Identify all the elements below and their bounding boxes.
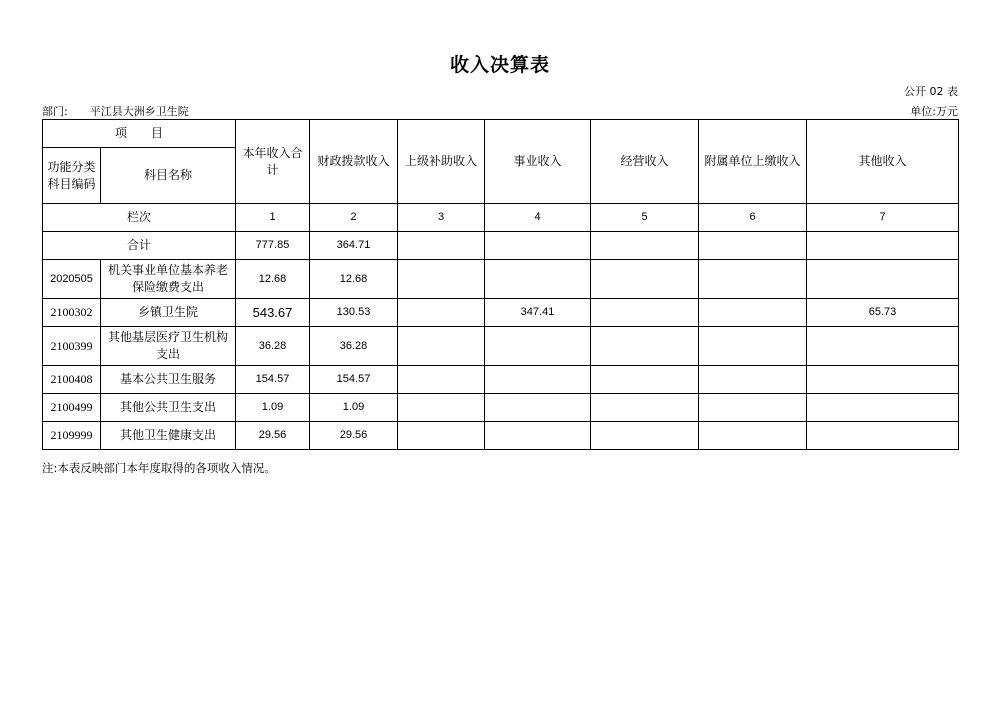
row-name: 其他基层医疗卫生机构支出 bbox=[101, 327, 236, 366]
row-value bbox=[699, 394, 807, 422]
row-code: 2100408 bbox=[43, 366, 101, 394]
row-code: 2020505 bbox=[43, 260, 101, 299]
row-value bbox=[807, 366, 959, 394]
row-value bbox=[591, 422, 699, 450]
table-row bbox=[43, 422, 959, 450]
column-index-1: 1 bbox=[236, 204, 310, 232]
row-value: 36.28 bbox=[310, 327, 398, 366]
income-table bbox=[42, 119, 959, 450]
table-row bbox=[43, 260, 959, 299]
total-value: 364.71 bbox=[310, 232, 398, 260]
row-code: 2100302 bbox=[43, 299, 101, 327]
total-label: 合计 bbox=[43, 232, 236, 260]
table-note: 注:本表反映部门本年度取得的各项收入情况。 bbox=[42, 461, 276, 475]
row-value: 29.56 bbox=[236, 422, 310, 450]
row-value bbox=[699, 327, 807, 366]
total-value bbox=[485, 232, 591, 260]
department-name: 平江县大洲乡卫生院 bbox=[89, 105, 189, 118]
row-value: 154.57 bbox=[310, 366, 398, 394]
row-value bbox=[485, 366, 591, 394]
row-value bbox=[699, 366, 807, 394]
row-value bbox=[591, 394, 699, 422]
header-subject-name: 科目名称 bbox=[101, 148, 236, 204]
row-value: 1.09 bbox=[310, 394, 398, 422]
row-name: 基本公共卫生服务 bbox=[101, 366, 236, 394]
column-index-6: 6 bbox=[699, 204, 807, 232]
row-value bbox=[591, 260, 699, 299]
page-title: 收入决算表 bbox=[449, 54, 550, 76]
row-code: 2100499 bbox=[43, 394, 101, 422]
total-value bbox=[699, 232, 807, 260]
header-col-6: 附属单位上缴收入 bbox=[699, 120, 807, 204]
total-row bbox=[43, 232, 959, 260]
row-name: 机关事业单位基本养老保险缴费支出 bbox=[101, 260, 236, 299]
form-number: 公开 02 表 bbox=[904, 85, 958, 98]
row-code: 2109999 bbox=[43, 422, 101, 450]
total-value: 777.85 bbox=[236, 232, 310, 260]
header-row-1 bbox=[43, 120, 959, 148]
row-value bbox=[807, 260, 959, 299]
table-row bbox=[43, 394, 959, 422]
row-value bbox=[398, 327, 485, 366]
row-value bbox=[485, 422, 591, 450]
unit-label: 单位:万元 bbox=[910, 105, 958, 118]
row-value bbox=[398, 366, 485, 394]
column-index-5: 5 bbox=[591, 204, 699, 232]
header-col-1: 本年收入合计 bbox=[236, 120, 310, 204]
row-value bbox=[485, 394, 591, 422]
total-value bbox=[807, 232, 959, 260]
header-col-3: 上级补助收入 bbox=[398, 120, 485, 204]
total-value bbox=[591, 232, 699, 260]
row-value bbox=[699, 422, 807, 450]
row-value: 1.09 bbox=[236, 394, 310, 422]
row-value bbox=[591, 299, 699, 327]
row-value bbox=[807, 422, 959, 450]
row-value bbox=[699, 260, 807, 299]
header-col-5: 经营收入 bbox=[591, 120, 699, 204]
column-index-label: 栏次 bbox=[43, 204, 236, 232]
row-value: 12.68 bbox=[236, 260, 310, 299]
row-value: 29.56 bbox=[310, 422, 398, 450]
row-value: 130.53 bbox=[310, 299, 398, 327]
row-name: 乡镇卫生院 bbox=[101, 299, 236, 327]
column-index-4: 4 bbox=[485, 204, 591, 232]
row-value: 543.67 bbox=[236, 299, 310, 327]
department-line bbox=[42, 103, 189, 119]
total-value bbox=[398, 232, 485, 260]
row-value: 154.57 bbox=[236, 366, 310, 394]
row-value bbox=[699, 299, 807, 327]
table-row bbox=[43, 299, 959, 327]
row-value bbox=[485, 260, 591, 299]
table-row bbox=[43, 366, 959, 394]
column-index-7: 7 bbox=[807, 204, 959, 232]
row-code: 2100399 bbox=[43, 327, 101, 366]
row-name: 其他公共卫生支出 bbox=[101, 394, 236, 422]
row-value bbox=[591, 327, 699, 366]
row-value bbox=[398, 260, 485, 299]
row-value bbox=[398, 299, 485, 327]
row-value: 347.41 bbox=[485, 299, 591, 327]
row-value: 65.73 bbox=[807, 299, 959, 327]
row-value bbox=[485, 327, 591, 366]
row-value bbox=[807, 394, 959, 422]
column-index-row bbox=[43, 204, 959, 232]
header-project: 项 目 bbox=[43, 120, 236, 148]
row-value: 12.68 bbox=[310, 260, 398, 299]
row-value bbox=[591, 366, 699, 394]
row-value: 36.28 bbox=[236, 327, 310, 366]
column-index-2: 2 bbox=[310, 204, 398, 232]
table-row bbox=[43, 327, 959, 366]
header-func-code: 功能分类科目编码 bbox=[43, 148, 101, 204]
row-value bbox=[807, 327, 959, 366]
row-name: 其他卫生健康支出 bbox=[101, 422, 236, 450]
header-col-2: 财政拨款收入 bbox=[310, 120, 398, 204]
column-index-3: 3 bbox=[398, 204, 485, 232]
row-value bbox=[398, 394, 485, 422]
header-col-4: 事业收入 bbox=[485, 120, 591, 204]
department-label: 部门: bbox=[42, 105, 68, 118]
row-value bbox=[398, 422, 485, 450]
header-col-7: 其他收入 bbox=[807, 120, 959, 204]
